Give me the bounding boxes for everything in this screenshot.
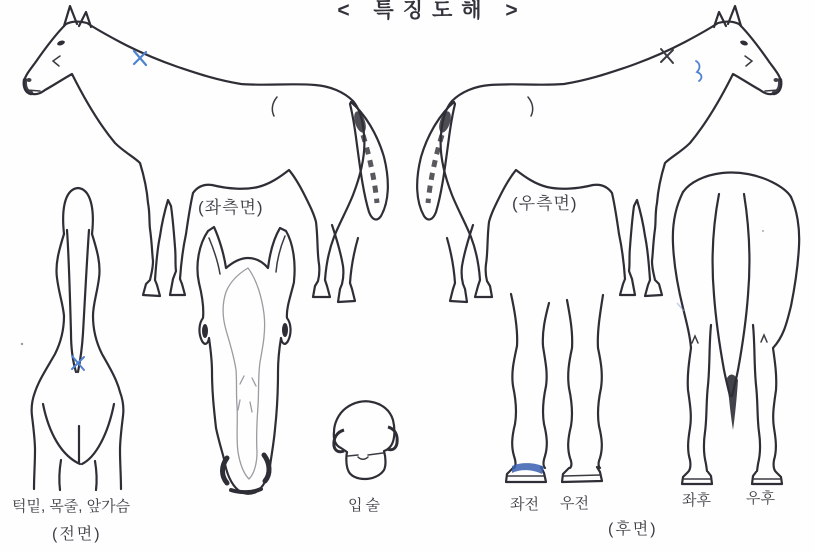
face-outline	[199, 282, 294, 494]
foreleg-left-drawing	[506, 294, 549, 482]
label-left-side-view: (좌측면)	[198, 198, 264, 217]
chestnut-mark	[692, 336, 698, 343]
rear-leg-inner-line	[704, 325, 711, 471]
front-leg-inner-line	[95, 461, 97, 490]
scan-speck	[762, 230, 764, 232]
face-nostril	[264, 455, 269, 481]
front-view-drawing	[32, 188, 124, 490]
rear-tail-line	[732, 194, 749, 396]
face-eye	[282, 323, 288, 337]
face-eye	[202, 324, 208, 338]
horse-mouth-line	[27, 90, 40, 91]
front-neck-inner-line	[67, 230, 76, 372]
horse-body-outline	[24, 22, 364, 297]
muzzle-view-drawing	[334, 401, 397, 479]
label-right-hind: 우후	[746, 490, 775, 507]
hoof-line	[564, 475, 600, 476]
page-title: < 특징도해 >	[337, 0, 527, 22]
face-muzzle-bottom	[231, 489, 261, 492]
rear-tail-tip	[727, 374, 738, 430]
front-pectoral-line	[82, 404, 114, 464]
right-side-view-drawing	[417, 6, 781, 302]
flank-mark	[272, 97, 277, 116]
label-right-side-view: (우측면)	[512, 194, 578, 213]
label-left-fore: 좌전	[510, 496, 539, 513]
front-head-outline	[63, 188, 93, 234]
left-side-view-drawing	[24, 6, 388, 302]
face-view-drawing	[197, 227, 294, 494]
rear-leg-inner-line	[753, 325, 760, 471]
label-left-hind: 좌후	[682, 492, 711, 509]
front-left-outline	[32, 234, 64, 489]
foreleg-right-drawing	[562, 295, 603, 482]
face-outline	[197, 227, 294, 283]
horse-eye	[56, 40, 65, 47]
muzzle-nostril-wing	[387, 427, 397, 450]
blue-scribble-right-throat	[696, 61, 701, 81]
label-front-view-caption: 턱밑, 목줄, 앞가슴	[12, 498, 131, 515]
label-right-fore: 우전	[560, 495, 589, 512]
blue-coronet-patch	[512, 463, 544, 474]
horse-far-hind-leg	[332, 225, 358, 302]
rear-outline-left	[683, 172, 791, 197]
nose-tick-marks	[238, 376, 256, 412]
blaze-outline	[223, 268, 265, 479]
rear-view-drawing	[673, 172, 799, 484]
label-rear-view: (후면)	[608, 521, 658, 538]
horse-muzzle-shading	[25, 80, 31, 93]
cheek-mark	[53, 56, 60, 66]
chestnut-mark	[761, 335, 767, 342]
rear-outline-left	[673, 192, 712, 484]
blue-x-mark-left-neck	[134, 51, 146, 65]
muzzle-outline	[334, 401, 395, 479]
rear-tail-line	[713, 194, 730, 396]
label-lips-view: 입술	[348, 497, 383, 514]
front-neck-inner-line	[78, 230, 89, 372]
ear-inner-line	[209, 238, 220, 274]
scan-speck	[21, 343, 23, 345]
ear-inner-line	[276, 236, 285, 272]
front-leg-inner-line	[59, 460, 61, 490]
front-pectoral-line	[43, 404, 80, 464]
label-front-view: (전면)	[52, 526, 102, 543]
mouth-line	[348, 453, 383, 459]
